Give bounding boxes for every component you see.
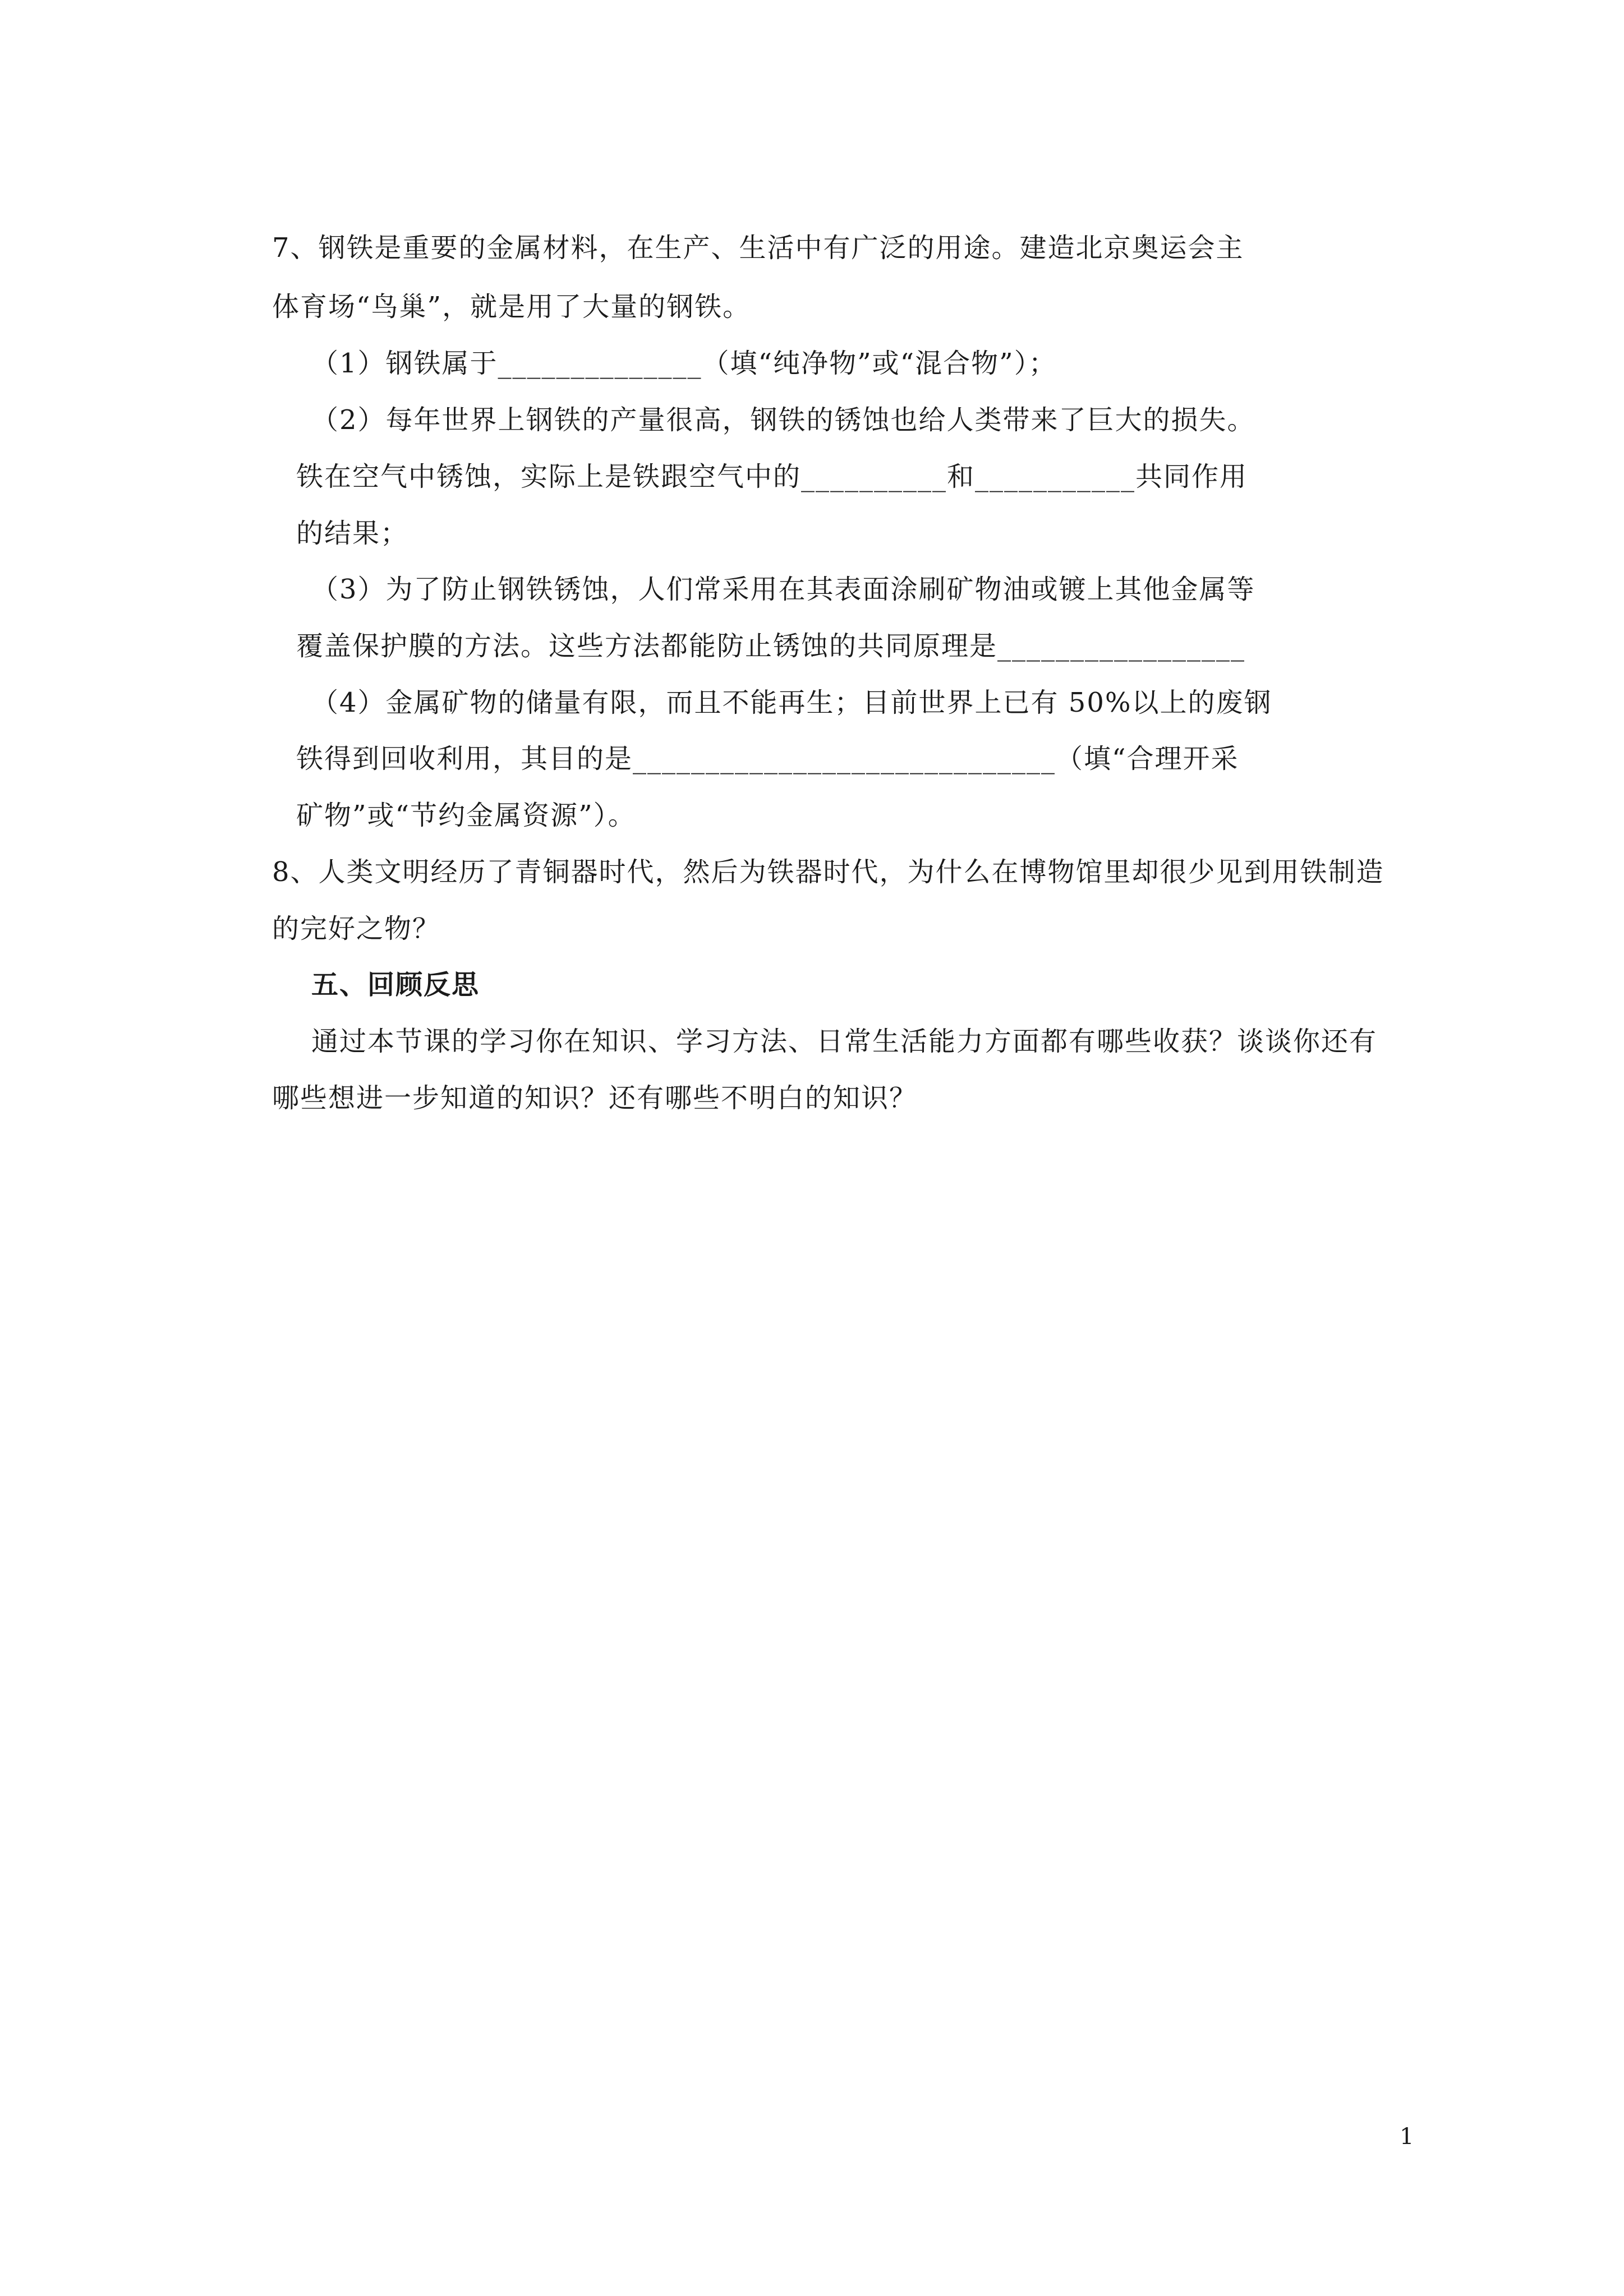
question-7-part-4-line-3: 矿物”或“节约金属资源”）。	[296, 800, 636, 831]
section-5-line-1: 通过本节课的学习你在知识、学习方法、日常生活能力方面都有哪些收获？谈谈你还有	[311, 1026, 1378, 1057]
question-7-part-2-line-2: 铁在空气中锈蚀，实际上是铁跟空气中的__________和___________共同作用	[296, 461, 1248, 492]
question-7-part-1: （1）钢铁属于______________（填“纯净物”或“混合物”）；	[311, 348, 1057, 379]
question-7-intro-line-2: 体育场“鸟巢”，就是用了大量的钢铁。	[272, 291, 751, 322]
page-number: 1	[1400, 2124, 1414, 2150]
question-8-line-1: 8、人类文明经历了青铜器时代，然后为铁器时代，为什么在博物馆里却很少见到用铁制造	[272, 856, 1384, 888]
question-7-part-4-line-1: （4）金属矿物的储量有限，而且不能再生；目前世界上已有 50%以上的废钢	[311, 687, 1272, 718]
question-7-part-3-line-2: 覆盖保护膜的方法。这些方法都能防止锈蚀的共同原理是_________________	[296, 630, 1246, 662]
question-7-part-4-line-2: 铁得到回收利用，其目的是_____________________________（填“合理开采	[296, 743, 1239, 774]
section-5-heading: 五、回顾反思	[311, 969, 480, 1001]
question-8-line-2: 的完好之物？	[272, 913, 441, 944]
question-7-part-3-line-1: （3）为了防止钢铁锈蚀，人们常采用在其表面涂刷矿物油或镀上其他金属等	[311, 574, 1255, 605]
question-7-part-2-line-1: （2）每年世界上钢铁的产量很高，钢铁的锈蚀也给人类带来了巨大的损失。	[311, 404, 1255, 436]
question-7-intro-line-1: 7、钢铁是重要的金属材料，在生产、生活中有广泛的用途。建造北京奥运会主	[272, 232, 1244, 264]
section-5-line-2: 哪些想进一步知道的知识？还有哪些不明白的知识？	[272, 1082, 918, 1114]
question-7-part-2-line-3: 的结果；	[296, 518, 409, 549]
